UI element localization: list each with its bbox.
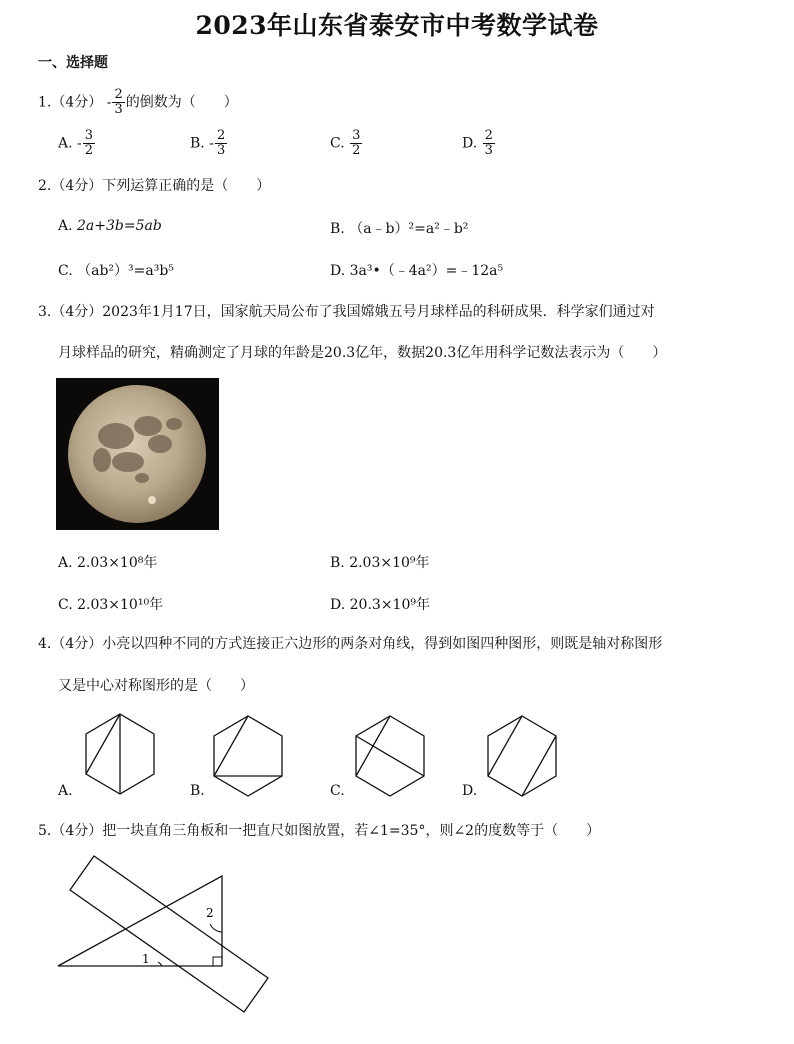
- q1-option-c[interactable]: [330, 129, 363, 158]
- option-label: A.: [58, 218, 73, 234]
- option-label: C.: [58, 597, 73, 613]
- q3-option-c[interactable]: [58, 594, 163, 614]
- option-text: 2a+3b=5ab: [77, 218, 162, 234]
- q4-label-b[interactable]: B.: [190, 783, 205, 799]
- fraction-numerator: 2: [216, 128, 226, 143]
- q2-option-d[interactable]: [330, 260, 503, 280]
- fraction-numerator: 3: [352, 128, 361, 143]
- option-text: （a﹣b）²=a²﹣b²: [349, 221, 469, 237]
- question-1-neg: -: [106, 94, 112, 111]
- q1-option-b[interactable]: [190, 129, 228, 158]
- option-text: 2.03×10⁸年: [77, 555, 158, 571]
- question-3-line-2: 月球样品的研究，精确测定了月球的年龄是20.3亿年，数据20.3亿年用科学记数法表示为（ ）: [58, 345, 667, 361]
- fraction-numerator: 3: [84, 128, 94, 143]
- option-text: （ab²）³=a³b⁵: [77, 263, 174, 279]
- fraction-denominator: 2: [352, 143, 361, 158]
- option-label: D.: [330, 263, 346, 279]
- angle-1-label: 1: [142, 952, 150, 966]
- option-label: B.: [330, 221, 345, 237]
- triangle-shape: [58, 876, 222, 966]
- option-label: B.: [190, 135, 205, 152]
- fraction-numerator: 2: [114, 87, 123, 102]
- option-text: 2.03×10¹⁰年: [77, 597, 164, 613]
- q1-option-d[interactable]: [462, 129, 496, 158]
- question-2: 2.（4分）下列运算正确的是（ ）: [38, 178, 271, 194]
- question-1: [38, 88, 238, 117]
- option-label: A.: [58, 135, 73, 152]
- hexagon-figure-d[interactable]: [484, 714, 564, 800]
- fraction-denominator: 3: [484, 143, 493, 158]
- option-fraction: [350, 129, 362, 158]
- hexagon-figure-b[interactable]: [210, 714, 290, 800]
- hexagon-figure-a[interactable]: [80, 712, 160, 798]
- option-label: C.: [330, 135, 345, 152]
- fraction-denominator: 2: [84, 143, 94, 158]
- q2-option-c[interactable]: [58, 260, 174, 280]
- fraction-denominator: 3: [114, 102, 123, 117]
- option-text: 3a³•（﹣4a²）=﹣12a⁵: [349, 263, 504, 279]
- fraction-numerator: 2: [484, 128, 493, 143]
- question-1-fraction: [112, 88, 124, 117]
- section-heading: 一、选择题: [38, 55, 108, 71]
- question-5: 5.（4分）把一块直角三角板和一把直尺如图放置，若∠1=35°，则∠2的度数等于（ ）: [38, 823, 601, 839]
- question-4-line-1: 4.（4分）小亮以四种不同的方式连接正六边形的两条对角线，得到如图四种图形，则既是轴对称图形: [38, 636, 663, 652]
- option-label: B.: [330, 555, 345, 571]
- q1-option-a[interactable]: [58, 129, 96, 158]
- ruler-shape: [70, 856, 268, 1012]
- option-text: 20.3×10⁹年: [349, 597, 430, 613]
- q2-option-b[interactable]: [330, 218, 468, 238]
- page-title: 2023年山东省泰安市中考数学试卷: [195, 11, 599, 40]
- hexagon-figure-c[interactable]: [352, 714, 432, 800]
- question-1-prefix: 1.（4分）: [38, 94, 103, 111]
- q4-label-c[interactable]: C.: [330, 783, 345, 799]
- option-neg: -: [77, 135, 82, 152]
- option-label: D.: [330, 597, 346, 613]
- angle-2-label: 2: [206, 906, 214, 920]
- fraction-denominator: 3: [216, 143, 226, 158]
- option-fraction: [215, 129, 227, 158]
- q2-option-a[interactable]: [58, 218, 162, 234]
- option-fraction: [483, 129, 495, 158]
- option-fraction: [83, 129, 95, 158]
- q4-label-d[interactable]: D.: [462, 783, 478, 799]
- q4-label-a[interactable]: A.: [58, 783, 73, 799]
- q3-option-b[interactable]: [330, 552, 430, 572]
- question-3-line-1: 3.（4分）2023年1月17日，国家航天局公布了我国嫦娥五号月球样品的科研成果．科学家们通过对: [38, 304, 655, 320]
- option-text: 2.03×10⁹年: [349, 555, 430, 571]
- option-neg: -: [209, 135, 214, 152]
- option-label: D.: [462, 135, 478, 152]
- option-label: A.: [58, 555, 73, 571]
- triangle-ruler-figure: [50, 850, 280, 1020]
- question-4-line-2: 又是中心对称图形的是（ ）: [58, 678, 254, 694]
- moon-image: [56, 378, 219, 530]
- option-label: C.: [58, 263, 73, 279]
- question-1-suffix: 的倒数为（ ）: [125, 94, 238, 111]
- q3-option-d[interactable]: [330, 594, 430, 614]
- q3-option-a[interactable]: [58, 552, 157, 572]
